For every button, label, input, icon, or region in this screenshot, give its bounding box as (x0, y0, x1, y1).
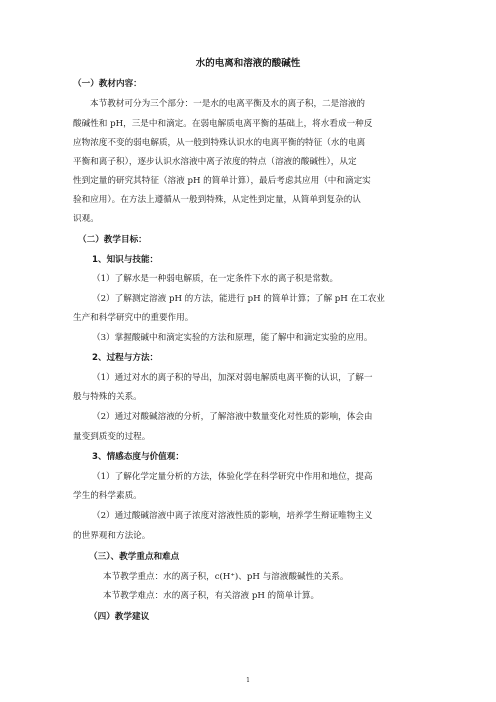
paragraph-line: 识观。 (73, 214, 99, 224)
paragraph-line: 性到定量的研究其特征（溶液 pH 的简单计算），最后考虑其应用（中和滴定实 (73, 176, 371, 186)
section-heading-goals: （二）教学目标： (78, 235, 147, 245)
paragraph-line: 验和应用）。在方法上遵循从一般到特殊，从定性到定量，从简单到复杂的认 (73, 195, 361, 205)
section-heading-content: （一）教材内容： (73, 79, 142, 89)
subheading-process: 2、过程与方法： (92, 353, 159, 363)
list-item: （3）掌握酸碱中和滴定实验的方法和原理，能了解中和滴定实验的应用。 (92, 333, 373, 343)
list-item: （1）通过对水的离子积的导出，加深对弱电解质电离平衡的认识，了解一 (92, 373, 373, 383)
list-item: 生产和科学研究中的重要作用。 (73, 313, 194, 323)
list-item: 的世界观和方法论。 (73, 531, 151, 541)
list-item: 本节教学难点：水的离子积，有关溶液 pH 的简单计算。 (103, 591, 320, 601)
paragraph-line: 本节教材可分为三个部分：一是水的电离平衡及水的离子积，二是溶液的 (90, 99, 366, 109)
paragraph-line: 平衡和离子积），逐步认识水溶液中离子浓度的特点（溶液的酸碱性），从定 (73, 157, 357, 167)
list-item: （2）通过对酸碱溶液的分析，了解溶液中数量变化对性质的影响，体会由 (92, 412, 373, 422)
list-item: 本节教学重点：水的离子积，c(H⁺)、pH 与溶液酸碱性的关系。 (103, 572, 349, 582)
list-item: 般与特殊的关系。 (73, 392, 142, 402)
paragraph-line: 应物浓度不变的弱电解质，从一般到特殊认识水的电离平衡的特征（水的电离 (73, 138, 366, 148)
list-item: （1）了解水是一种弱电解质，在一定条件下水的离子积是常数。 (92, 274, 339, 284)
document-title: 水的电离和溶液的酸碱性 (195, 58, 301, 69)
subheading-knowledge: 1、知识与技能： (92, 255, 159, 265)
paragraph-line: 酸碱性和 pH，三是中和滴定。在弱电解质电离平衡的基础上，将水看成一种反 (73, 119, 373, 129)
list-item: 量变到质变的过程。 (73, 432, 151, 442)
page-number: 1 (246, 677, 250, 684)
list-item: 学生的科学素质。 (73, 491, 142, 501)
list-item: （2）了解测定溶液 pH 的方法，能进行 pH 的简单计算；了解 pH 在工农业 (92, 294, 385, 304)
section-heading-keypoints: （三）、教学重点和难点 (89, 552, 180, 562)
list-item: （1）了解化学定量分析的方法，体验化学在科学研究中作用和地位，提高 (92, 472, 373, 482)
section-heading-suggestions: （四）教学建议 (89, 612, 150, 622)
subheading-values: 3、情感态度与价值观： (92, 452, 184, 462)
list-item: （2）通过酸碱溶液中离子浓度对溶液性质的影响，培养学生辩证唯物主义 (92, 511, 373, 521)
